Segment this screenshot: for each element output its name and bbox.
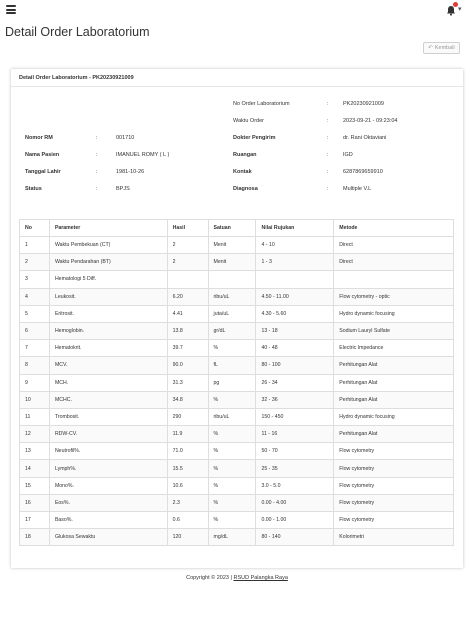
cell-metode bbox=[334, 271, 454, 288]
table-row bbox=[20, 426, 454, 443]
table-row bbox=[20, 391, 454, 408]
cell-metode: Flow cytometry bbox=[334, 460, 454, 477]
status-separator: : bbox=[96, 186, 98, 192]
cell-parameter: MCHC. bbox=[49, 391, 167, 408]
kontak-separator: : bbox=[327, 169, 329, 175]
cell-parameter: Neutrofil%. bbox=[49, 443, 167, 460]
cell-satuan: Menit bbox=[208, 254, 256, 271]
status-label: Status bbox=[25, 186, 42, 192]
cell-parameter: Waktu Pembekuan (CT) bbox=[49, 237, 167, 254]
cell-nilai-rujukan: 13 - 18 bbox=[256, 322, 334, 339]
waktu-order-label: Waktu Order bbox=[233, 118, 264, 124]
cell-no: 10 bbox=[20, 391, 50, 408]
cell-no: 8 bbox=[20, 357, 50, 374]
table-row bbox=[20, 494, 454, 511]
table-header-row bbox=[20, 220, 454, 237]
cell-no: 14 bbox=[20, 460, 50, 477]
cell-metode: Electric Impedance bbox=[334, 340, 454, 357]
dokter-value: dr. Rani Oktaviani bbox=[343, 135, 387, 141]
cell-metode: Hydro dynamic focusing bbox=[334, 305, 454, 322]
col-header-metode: Metode bbox=[334, 220, 454, 237]
cell-nilai-rujukan: 0.00 - 1.00 bbox=[256, 512, 334, 529]
table-row bbox=[20, 529, 454, 546]
cell-satuan: % bbox=[208, 512, 256, 529]
hamburger-menu-icon[interactable] bbox=[6, 5, 16, 13]
ruangan-label: Ruangan bbox=[233, 152, 257, 158]
cell-no: 12 bbox=[20, 426, 50, 443]
status-value: BPJS bbox=[116, 186, 130, 192]
cell-hasil: 120 bbox=[167, 529, 208, 546]
cell-hasil: 2.3 bbox=[167, 494, 208, 511]
cell-nilai-rujukan: 32 - 36 bbox=[256, 391, 334, 408]
no-order-value: PK20230921009 bbox=[343, 101, 384, 107]
cell-metode: Flow cytometry bbox=[334, 477, 454, 494]
cell-nilai-rujukan: 1 - 3 bbox=[256, 254, 334, 271]
cell-parameter: Hemoglobin. bbox=[49, 322, 167, 339]
cell-satuan: ribu/uL bbox=[208, 288, 256, 305]
nomor-rm-separator: : bbox=[96, 135, 98, 141]
cell-hasil: 71.0 bbox=[167, 443, 208, 460]
top-navbar bbox=[0, 0, 474, 20]
cell-nilai-rujukan: 26 - 34 bbox=[256, 374, 334, 391]
cell-no: 7 bbox=[20, 340, 50, 357]
table-row bbox=[20, 374, 454, 391]
cell-nilai-rujukan: 150 - 450 bbox=[256, 408, 334, 425]
cell-satuan: % bbox=[208, 494, 256, 511]
tanggal-lahir-value: 1981-10-26 bbox=[116, 169, 145, 175]
cell-no: 6 bbox=[20, 322, 50, 339]
nama-pasien-value: IMANUEL ROMY ( L ) bbox=[116, 152, 170, 158]
cell-satuan: % bbox=[208, 443, 256, 460]
cell-metode: Flow cytometry bbox=[334, 494, 454, 511]
footer-link[interactable]: RSUD Palangka Raya bbox=[233, 575, 288, 581]
no-order-label: No Order Laboratorium bbox=[233, 101, 290, 107]
tanggal-lahir-separator: : bbox=[96, 169, 98, 175]
dokter-separator: : bbox=[327, 135, 329, 141]
cell-hasil: 6.20 bbox=[167, 288, 208, 305]
col-header-no: No bbox=[20, 220, 50, 237]
cell-parameter: Mono%. bbox=[49, 477, 167, 494]
cell-metode: Perhitungan Alat bbox=[334, 374, 454, 391]
cell-no: 15 bbox=[20, 477, 50, 494]
cell-no: 3 bbox=[20, 271, 50, 288]
cell-no: 17 bbox=[20, 512, 50, 529]
cell-nilai-rujukan: 80 - 100 bbox=[256, 357, 334, 374]
cell-parameter: Baso%. bbox=[49, 512, 167, 529]
cell-no: 18 bbox=[20, 529, 50, 546]
no-order-separator: : bbox=[327, 101, 329, 107]
waktu-order-separator: : bbox=[327, 118, 329, 124]
cell-hasil: 10.6 bbox=[167, 477, 208, 494]
cell-nilai-rujukan bbox=[256, 271, 334, 288]
table-row bbox=[20, 357, 454, 374]
tanggal-lahir-label: Tanggal Lahir bbox=[25, 169, 61, 175]
table-row bbox=[20, 443, 454, 460]
cell-satuan: % bbox=[208, 477, 256, 494]
back-button-label: Kembali bbox=[434, 45, 455, 51]
cell-no: 11 bbox=[20, 408, 50, 425]
cell-nilai-rujukan: 3.0 - 5.0 bbox=[256, 477, 334, 494]
cell-metode: Perhitungan Alat bbox=[334, 426, 454, 443]
diagnosa-separator: : bbox=[327, 186, 329, 192]
cell-satuan: % bbox=[208, 391, 256, 408]
cell-hasil: 4.41 bbox=[167, 305, 208, 322]
cell-no: 16 bbox=[20, 494, 50, 511]
cell-nilai-rujukan: 0.00 - 4.00 bbox=[256, 494, 334, 511]
cell-parameter: Hematologi 5 Diff. bbox=[49, 271, 167, 288]
cell-parameter: RDW-CV. bbox=[49, 426, 167, 443]
table-row bbox=[20, 322, 454, 339]
bell-icon[interactable] bbox=[446, 3, 456, 14]
col-header-satuan: Satuan bbox=[208, 220, 256, 237]
nama-pasien-label: Nama Pasien bbox=[25, 152, 60, 158]
table-row bbox=[20, 288, 454, 305]
dokter-label: Dokter Pengirim bbox=[233, 135, 276, 141]
cell-no: 13 bbox=[20, 443, 50, 460]
footer-copyright: Copyright © 2023 | bbox=[186, 575, 232, 581]
cell-nilai-rujukan: 80 - 140 bbox=[256, 529, 334, 546]
cell-metode: Direct bbox=[334, 254, 454, 271]
cell-satuan: fL bbox=[208, 357, 256, 374]
cell-no: 4 bbox=[20, 288, 50, 305]
cell-hasil: 34.8 bbox=[167, 391, 208, 408]
cell-satuan bbox=[208, 271, 256, 288]
kontak-label: Kontak bbox=[233, 169, 252, 175]
cell-hasil: 11.9 bbox=[167, 426, 208, 443]
cell-metode: Perhitungan Alat bbox=[334, 391, 454, 408]
col-header-parameter: Parameter bbox=[49, 220, 167, 237]
col-header-hasil: Hasil bbox=[167, 220, 208, 237]
cell-no: 1 bbox=[20, 237, 50, 254]
page-title: Detail Order Laboratorium bbox=[5, 25, 150, 39]
table-row bbox=[20, 271, 454, 288]
cell-parameter: Hematokrit. bbox=[49, 340, 167, 357]
cell-no: 2 bbox=[20, 254, 50, 271]
cell-hasil: 0.6 bbox=[167, 512, 208, 529]
cell-parameter: Lymph%. bbox=[49, 460, 167, 477]
cell-nilai-rujukan: 25 - 35 bbox=[256, 460, 334, 477]
cell-satuan: % bbox=[208, 340, 256, 357]
diagnosa-value: Multiple V.L bbox=[343, 186, 372, 192]
cell-metode: Flow cytometry bbox=[334, 512, 454, 529]
cell-no: 5 bbox=[20, 305, 50, 322]
cell-satuan: mg/dL bbox=[208, 529, 256, 546]
cell-satuan: % bbox=[208, 426, 256, 443]
footer bbox=[0, 575, 474, 581]
cell-satuan: % bbox=[208, 460, 256, 477]
cell-parameter: MCH. bbox=[49, 374, 167, 391]
cell-parameter: Glukosa Sewaktu bbox=[49, 529, 167, 546]
diagnosa-label: Diagnosa bbox=[233, 186, 258, 192]
cell-hasil: 290 bbox=[167, 408, 208, 425]
cell-nilai-rujukan: 11 - 16 bbox=[256, 426, 334, 443]
nama-pasien-separator: : bbox=[96, 152, 98, 158]
card-title: Detail Order Laboratorium - PK20230921009 bbox=[19, 75, 134, 81]
cell-nilai-rujukan: 4.50 - 11.00 bbox=[256, 288, 334, 305]
table-row bbox=[20, 305, 454, 322]
table-body bbox=[20, 237, 454, 546]
cell-nilai-rujukan: 4.30 - 5.60 bbox=[256, 305, 334, 322]
table-row bbox=[20, 237, 454, 254]
cell-hasil: 39.7 bbox=[167, 340, 208, 357]
cell-nilai-rujukan: 40 - 48 bbox=[256, 340, 334, 357]
cell-parameter: Eritrosit. bbox=[49, 305, 167, 322]
cell-hasil: 13.8 bbox=[167, 322, 208, 339]
cell-nilai-rujukan: 4 - 10 bbox=[256, 237, 334, 254]
cell-satuan: Menit bbox=[208, 237, 256, 254]
cell-parameter: Leukosit. bbox=[49, 288, 167, 305]
back-button[interactable] bbox=[423, 42, 460, 54]
cell-metode: Hydro dynamic focusing bbox=[334, 408, 454, 425]
col-header-nilai-rujukan: Nilai Rujukan bbox=[256, 220, 334, 237]
card-header bbox=[11, 69, 463, 87]
nomor-rm-label: Nomor RM bbox=[25, 135, 53, 141]
table-row bbox=[20, 340, 454, 357]
table-row bbox=[20, 460, 454, 477]
waktu-order-value: 2023-09-21 - 09:23:04 bbox=[343, 118, 398, 124]
cell-satuan: juta/uL bbox=[208, 305, 256, 322]
cell-no: 9 bbox=[20, 374, 50, 391]
cell-parameter: Trombosit. bbox=[49, 408, 167, 425]
cell-parameter: Waktu Pendarahan (BT) bbox=[49, 254, 167, 271]
cell-satuan: gr/dL bbox=[208, 322, 256, 339]
back-arrow-icon: ↶ bbox=[428, 45, 433, 51]
cell-parameter: Eos%. bbox=[49, 494, 167, 511]
cell-hasil: 90.0 bbox=[167, 357, 208, 374]
cell-metode: Flow cytometry bbox=[334, 443, 454, 460]
kontak-value: 6287869659910 bbox=[343, 169, 383, 175]
ruangan-separator: : bbox=[327, 152, 329, 158]
cell-hasil: 2 bbox=[167, 237, 208, 254]
cell-metode: Perhitungan Alat bbox=[334, 357, 454, 374]
cell-metode: Direct bbox=[334, 237, 454, 254]
cell-nilai-rujukan: 50 - 70 bbox=[256, 443, 334, 460]
lab-results-table bbox=[19, 219, 454, 546]
cell-satuan: ribu/uL bbox=[208, 408, 256, 425]
table-row bbox=[20, 408, 454, 425]
cell-hasil: 2 bbox=[167, 254, 208, 271]
cell-hasil: 15.5 bbox=[167, 460, 208, 477]
order-detail-card bbox=[11, 69, 463, 568]
cell-parameter: MCV. bbox=[49, 357, 167, 374]
cell-satuan: pg bbox=[208, 374, 256, 391]
cell-hasil: 31.3 bbox=[167, 374, 208, 391]
table-row bbox=[20, 477, 454, 494]
nomor-rm-value: 001710 bbox=[116, 135, 135, 141]
caret-down-icon[interactable]: ▾ bbox=[458, 6, 462, 13]
table-row bbox=[20, 254, 454, 271]
cell-metode: Kolorimetri bbox=[334, 529, 454, 546]
table-row bbox=[20, 512, 454, 529]
ruangan-value: IGD bbox=[343, 152, 353, 158]
cell-hasil bbox=[167, 271, 208, 288]
cell-metode: Flow cytometry - optic bbox=[334, 288, 454, 305]
cell-metode: Sodium Lauryl Sulfate bbox=[334, 322, 454, 339]
